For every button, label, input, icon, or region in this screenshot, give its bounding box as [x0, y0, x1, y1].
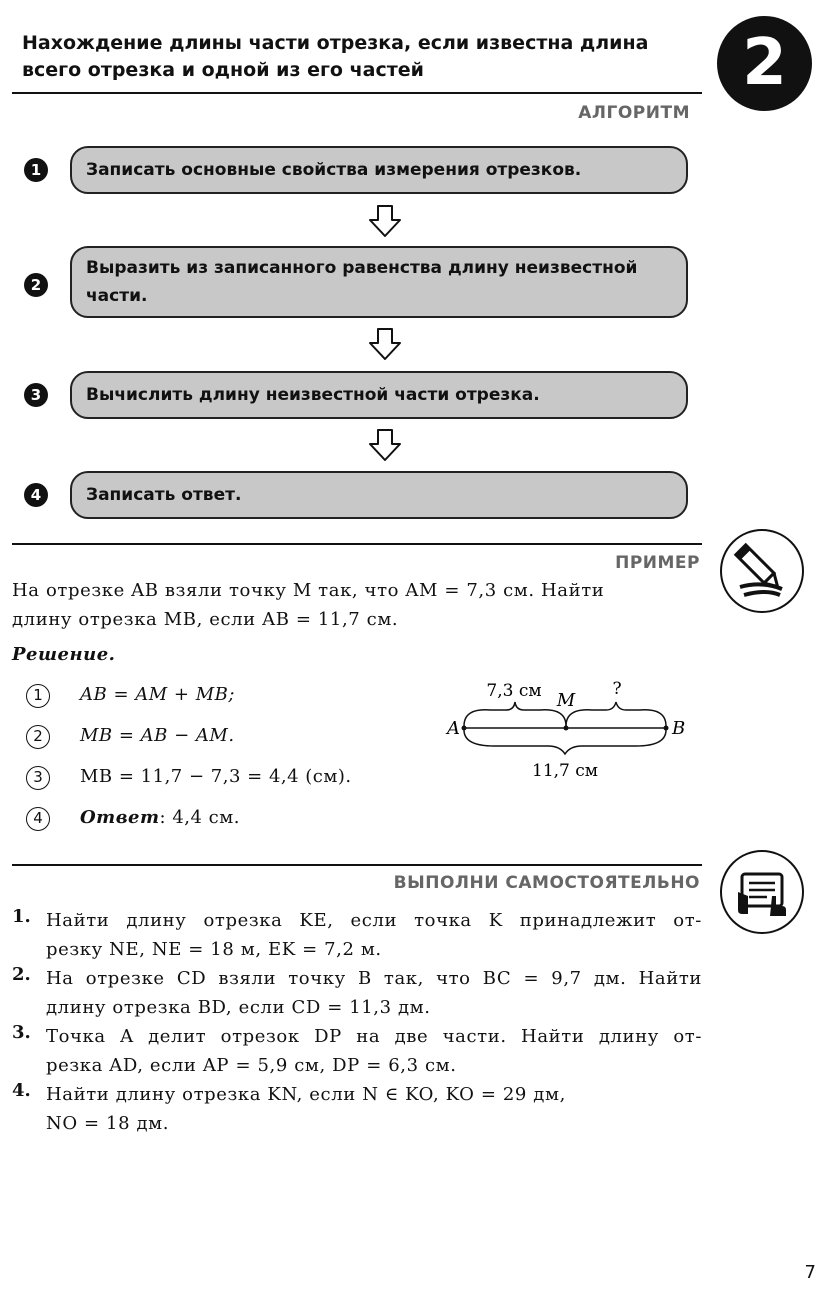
brace-am	[464, 702, 566, 726]
problem-line-1: На отрезке AB взяли точку M так, что AM = 7,3 см. Найти	[12, 580, 605, 601]
exercise-line: резка AD, если AP = 5,9 см, DP = 6,3 см.	[46, 1055, 457, 1076]
algorithm-label: АЛГОРИТМ	[578, 103, 690, 123]
brace-mb	[566, 702, 666, 726]
exercise-number-4: 4.	[12, 1080, 31, 1101]
solution-step-2: MB = AB − AM.	[80, 725, 235, 746]
exercise-line: длину отрезка BD, если CD = 11,3 дм.	[46, 997, 431, 1018]
point-a-dot	[462, 726, 467, 731]
step-number-1: 1	[24, 158, 48, 182]
exercise-line: Точка A делит отрезок DP на две части. Найти длину от-	[46, 1026, 702, 1047]
title-line-1: Нахождение длины части отрезка, если известна длина	[22, 32, 649, 54]
exercise-3	[46, 1022, 702, 1080]
problem-line-2: длину отрезка MB, если AB = 11,7 см.	[12, 609, 399, 630]
step-number-3: 3	[24, 383, 48, 407]
pencil-icon	[720, 529, 804, 613]
solution-step-4	[80, 807, 240, 828]
solution-step-number: 2	[26, 725, 50, 749]
exercise-number-2: 2.	[12, 964, 31, 985]
down-arrow-icon	[368, 428, 402, 462]
step-text: Записать основные свойства измерения отрезков.	[86, 160, 582, 180]
step-text: Записать ответ.	[86, 485, 242, 505]
label-point-m: M	[556, 690, 576, 711]
down-arrow-icon	[368, 204, 402, 238]
label-mb-unknown: ?	[612, 679, 622, 699]
title-divider	[12, 92, 702, 94]
exercise-line: Найти длину отрезка KE, если точка K принадлежит от-	[46, 910, 702, 931]
down-arrow-icon	[368, 327, 402, 361]
brace-ab	[464, 730, 666, 754]
solution-step-1: AB = AM + MB;	[80, 684, 235, 705]
answer-text: : 4,4 см.	[159, 807, 240, 828]
algorithm-step-1	[70, 146, 688, 194]
exercise-line: резку NE, NE = 18 м, EK = 7,2 м.	[46, 939, 382, 960]
point-b-dot	[664, 726, 669, 731]
step-number-4: 4	[24, 483, 48, 507]
solution-step-number: 3	[26, 766, 50, 790]
exercise-number-1: 1.	[12, 906, 31, 927]
example-label: ПРИМЕР	[615, 553, 700, 573]
exercise-number-3: 3.	[12, 1022, 31, 1043]
exercise-4	[46, 1080, 702, 1138]
algorithm-step-3	[70, 371, 688, 419]
solution-step-number: 1	[26, 684, 50, 708]
exercise-1	[46, 906, 702, 964]
algorithm-step-4	[70, 471, 688, 519]
point-m-dot	[564, 726, 569, 731]
step-text: Вычислить длину неизвестной части отрезка.	[86, 385, 540, 405]
exercise-line: На отрезке CD взяли точку B так, что BC = 9,7 дм. Найти	[46, 968, 702, 989]
self-work-divider	[12, 864, 702, 866]
self-work-label: ВЫПОЛНИ САМОСТОЯТЕЛЬНО	[393, 873, 700, 893]
page-title	[22, 30, 702, 84]
page-number: 7	[804, 1262, 816, 1283]
tablet-touch-icon	[720, 850, 804, 934]
label-point-b: B	[672, 718, 686, 739]
segment-diagram	[430, 672, 700, 792]
section-number-badge: 2	[717, 16, 812, 111]
algorithm-step-2	[70, 246, 688, 318]
title-line-2: всего отрезка и одной из его частей	[22, 59, 424, 81]
step-text: Выразить из записанного равенства длину неизвестной части.	[86, 258, 638, 306]
step-number-2: 2	[24, 273, 48, 297]
exercise-line: NO = 18 дм.	[46, 1113, 170, 1134]
label-point-a: A	[447, 718, 460, 739]
label-ab-length: 11,7 см	[532, 761, 598, 781]
example-divider	[12, 543, 702, 545]
solution-step-3: MB = 11,7 − 7,3 = 4,4 (см).	[80, 766, 352, 787]
example-problem	[12, 576, 702, 634]
solution-label: Решение.	[12, 644, 116, 665]
exercise-2	[46, 964, 702, 1022]
label-am-length: 7,3 см	[486, 681, 542, 701]
answer-label: Ответ	[80, 807, 160, 828]
exercise-line: Найти длину отрезка KN, если N ∈ KO, KO = 29 дм,	[46, 1084, 566, 1105]
solution-step-number: 4	[26, 807, 50, 831]
